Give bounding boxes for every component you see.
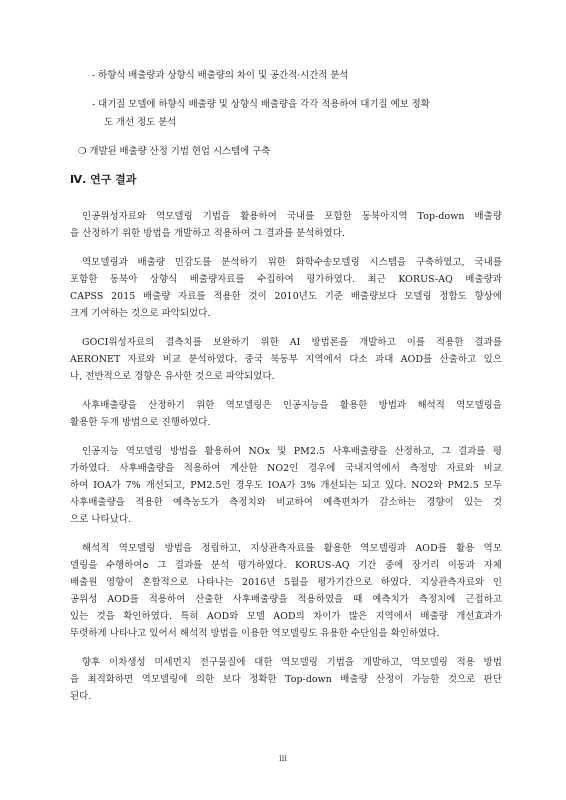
p7-line-1: 향후 이차생성 미세먼지 전구물질에 대한 역모델링 기법을 개발하고, 역모델링 적용 방법 — [82, 657, 502, 668]
sub-item-2-cont: 도 개선 정도 분석 — [104, 117, 177, 128]
p7-line-2: 을 최적화하면 역모델링에 의한 보다 정확한 Top-down 배출량 산정이 가능한 것으로 판단 — [70, 674, 502, 685]
p5-line-1: 인공지능 역모델링 방법을 활용하여 NOx 및 PM2.5 사후배출량을 산정하고, 그 결과를 평 — [82, 446, 502, 457]
p6-line-1: 해석적 역모델링 방법을 정립하고, 지상관측자료를 활용한 역모델링과 AOD를 활용 역모 — [82, 543, 502, 554]
p4-line-2: 활용한 두개 방법으로 진행하였다. — [70, 417, 211, 428]
p6-line-2: 델링을 수행하여ᴑ 그 결과를 분석 평가하였다. KORUS-AQ 기간 중에 장거리 이동과 자체 — [70, 560, 502, 571]
section-heading: Ⅳ. 연구 결과 — [70, 173, 137, 186]
p1-line-2: 을 산정하기 위한 방법을 개발하고 적용하여 그 결과를 분석하였다. — [70, 228, 345, 239]
p7-line-3: 된다. — [70, 691, 92, 702]
p3-line-2: AERONET 자료와 비교 분석하였다. 중국 북동부 지역에서 다소 과대 AOD를 산출하고 있으 — [70, 354, 502, 365]
p5-line-5: 으로 나타났다. — [70, 514, 132, 525]
p6-line-3: 배출원 영향이 혼합적으로 나타나는 2016년 5월을 평가기간으로 하였다. 지상관측자료와 인 — [70, 577, 502, 588]
p2-line-1: 역모델링과 배출량 민감도를 분석하기 위한 화학수송모델링 시스템을 구축하였고, 국내를 — [82, 257, 502, 268]
p1-line-1: 인공위성자료와 역모델링 기법을 활용하여 국내를 포함한 동북아지역 Top-down 배출량 — [82, 211, 502, 222]
page-number: iii — [279, 754, 287, 763]
p6-line-5: 있는 것을 확인하였다. 특히 AOD와 모델 AOD의 차이가 많은 지역에서 배출량 개선효과가 — [70, 611, 502, 622]
p2-line-2: 포함한 동북아 상향식 배출량자료를 수집하여 평가하였다. 최근 KORUS-AQ 배출량과 — [70, 274, 502, 285]
p2-line-4: 크게 기여하는 것으로 파악되었다. — [70, 308, 211, 319]
p6-line-4: 공위성 AOD를 적용하여 산출한 사후배출량을 적용하였을 때 예측치가 측정치에 근접하고 — [70, 594, 502, 605]
p4-line-1: 사후배출량을 산정하기 위한 역모델링은 인공지능을 활용한 방법과 해석적 역모델링을 — [82, 400, 502, 411]
p5-line-4: 사후배출량을 적용한 예측농도가 측정치와 비교하여 예측편차가 감소하는 경향이 있는 것 — [70, 497, 502, 508]
p2-line-3: CAPSS 2015 배출량 자료를 적용한 것이 2010년도 기준 배출량보다 모델링 정합도 향상에 — [70, 291, 502, 302]
sub-item-1: - 하향식 배출량과 상향식 배출량의 차이 및 공간적·시간적 분석 — [92, 70, 349, 81]
p3-line-3: 나, 전반적으로 경향은 유사한 것으로 파악되었다. — [70, 371, 275, 382]
p5-line-2: 가하였다. 사후배출량을 적용하여 계산한 NO2인 경우에 국내지역에서 측정망 자료와 비교 — [70, 463, 502, 474]
p3-line-1: GOCI위성자료의 결측치를 보완하기 위한 AI 방법론을 개발하고 이를 적용한 결과를 — [82, 337, 502, 348]
p6-line-6: 뚜렷하게 나타나고 있어서 해석적 방법을 이용한 역모델링도 유용한 수단임을 확인하였다. — [70, 628, 440, 639]
sub-item-2: - 대기질 모델에 하향식 배출량 및 상향식 배출량을 각각 적용하여 대기질 예보 정확 — [92, 99, 430, 110]
p5-line-3: 하여 IOA가 7% 개선되고, PM2.5인 경우도 IOA가 3% 개선되는 되고 있다. NO2와 PM2.5 모두 — [70, 480, 502, 491]
circle-bullet-item: ❍ 개발된 배출량 산정 기법 현업 시스템에 구축 — [78, 146, 271, 157]
